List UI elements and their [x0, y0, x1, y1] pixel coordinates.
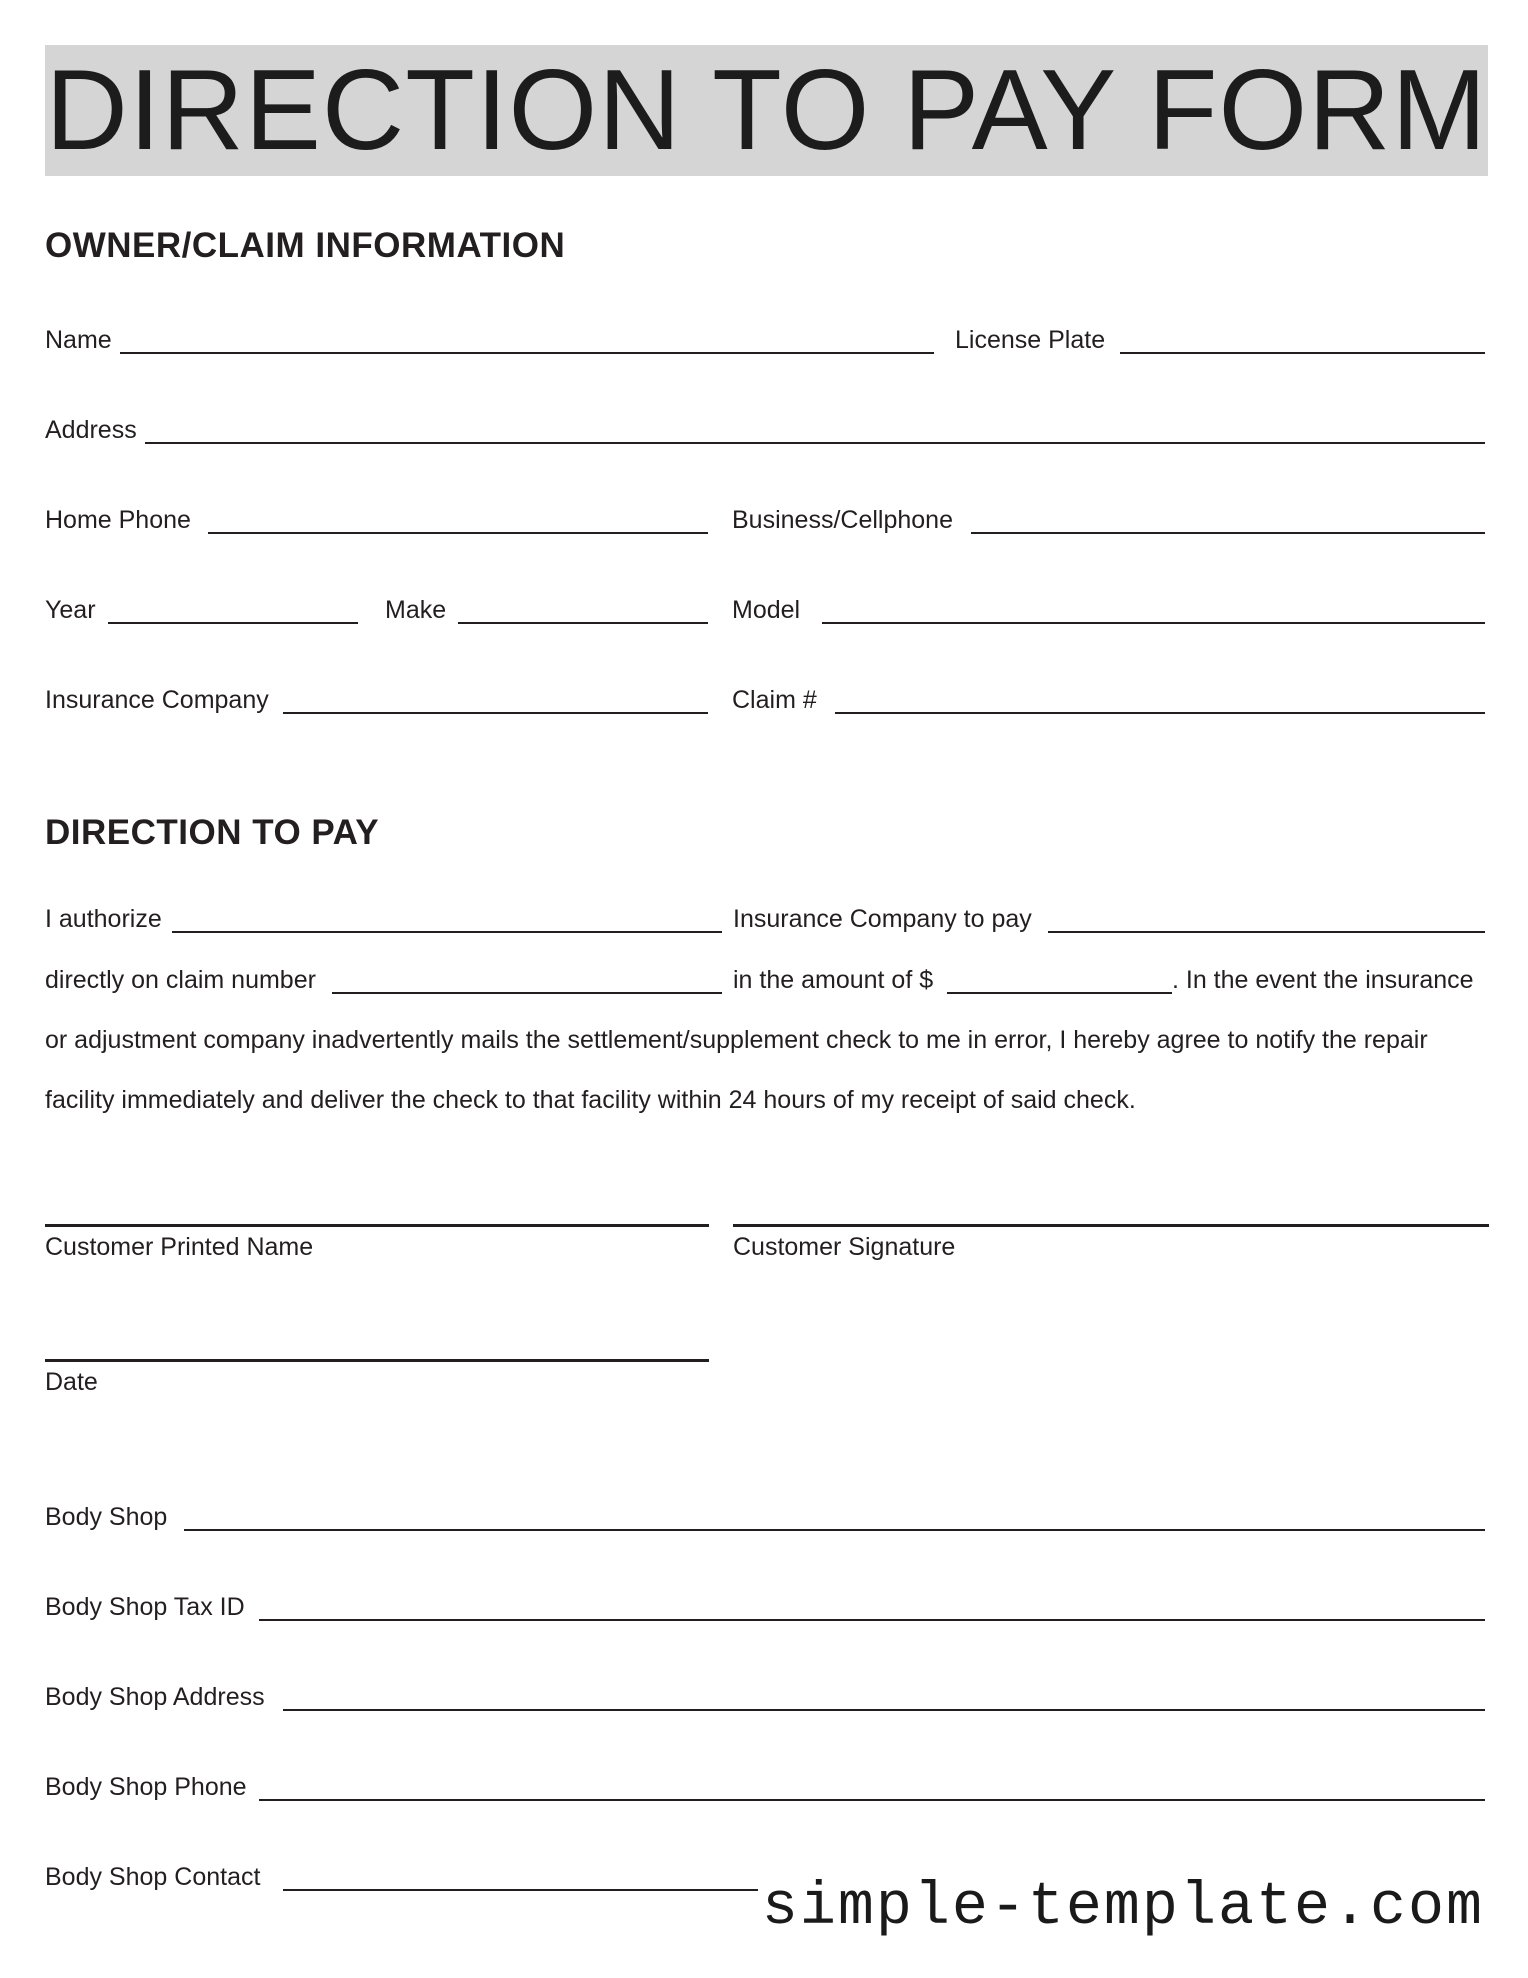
date-field[interactable] [45, 1359, 709, 1362]
insurance-to-pay-label: Insurance Company to pay [733, 905, 1032, 933]
body-shop-label: Body Shop [45, 1503, 168, 1531]
body-shop-phone-field[interactable] [259, 1799, 1485, 1801]
authorize-label: I authorize [45, 905, 162, 933]
body-shop-tax-id-field[interactable] [259, 1619, 1485, 1621]
amount-label: in the amount of $ [733, 966, 934, 994]
address-label: Address [45, 416, 137, 444]
date-label: Date [45, 1368, 98, 1396]
license-plate-label: License Plate [955, 326, 1106, 354]
agreement-text-line-4: facility immediately and deliver the check to that facility within 24 hours of my receipt of said check. [45, 1086, 1136, 1114]
address-field[interactable] [145, 442, 1485, 444]
printed-name-field[interactable] [45, 1224, 709, 1227]
owner-claim-heading: OWNER/CLAIM INFORMATION [45, 226, 566, 265]
home-phone-label: Home Phone [45, 506, 191, 534]
model-field[interactable] [822, 622, 1485, 624]
direction-claim-field[interactable] [332, 992, 722, 994]
claim-number-label: Claim # [732, 686, 817, 714]
pay-to-field[interactable] [1048, 931, 1485, 933]
insurance-company-field[interactable] [283, 712, 708, 714]
make-field[interactable] [458, 622, 708, 624]
signature-label: Customer Signature [733, 1233, 956, 1261]
home-phone-field[interactable] [208, 532, 708, 534]
event-text: . In the event the insurance [1172, 966, 1474, 994]
body-shop-phone-label: Body Shop Phone [45, 1773, 247, 1801]
claim-number-field[interactable] [835, 712, 1485, 714]
year-field[interactable] [108, 622, 358, 624]
name-field[interactable] [120, 352, 934, 354]
body-shop-tax-id-label: Body Shop Tax ID [45, 1593, 245, 1621]
business-phone-field[interactable] [971, 532, 1485, 534]
insurance-company-label: Insurance Company [45, 686, 269, 714]
direction-to-pay-heading: DIRECTION TO PAY [45, 813, 380, 852]
business-phone-label: Business/Cellphone [732, 506, 953, 534]
authorize-field[interactable] [172, 931, 722, 933]
body-shop-address-label: Body Shop Address [45, 1683, 265, 1711]
year-label: Year [45, 596, 96, 624]
form-title-banner [45, 45, 1488, 176]
license-plate-field[interactable] [1120, 352, 1485, 354]
printed-name-label: Customer Printed Name [45, 1233, 314, 1261]
make-label: Make [385, 596, 447, 624]
body-shop-contact-label: Body Shop Contact [45, 1863, 261, 1891]
body-shop-field[interactable] [184, 1529, 1485, 1531]
claim-number-direct-label: directly on claim number [45, 966, 316, 994]
watermark-text: simple-template.com [758, 1878, 1488, 1938]
amount-field[interactable] [947, 992, 1172, 994]
agreement-text-line-3: or adjustment company inadvertently mails the settlement/supplement check to me in error, I hereby agree to notify the repair [45, 1026, 1428, 1054]
form-title: DIRECTION TO PAY FORM [45, 46, 1488, 174]
model-label: Model [732, 596, 801, 624]
body-shop-address-field[interactable] [283, 1709, 1485, 1711]
signature-field[interactable] [733, 1224, 1489, 1227]
name-label: Name [45, 326, 112, 354]
